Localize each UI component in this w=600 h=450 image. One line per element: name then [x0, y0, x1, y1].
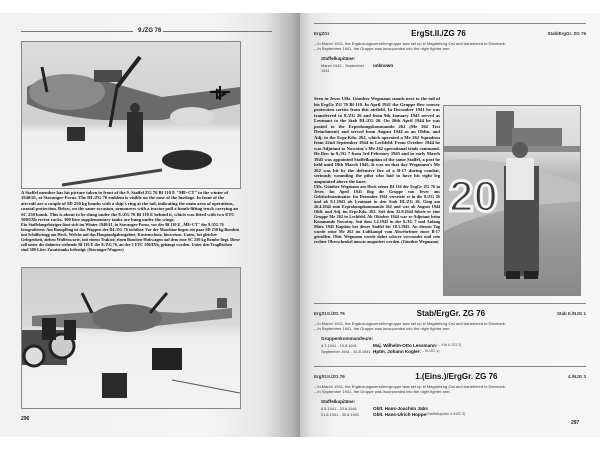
- commander-note: (→ III./ZG 1): [419, 349, 440, 354]
- bomb-object: [162, 150, 212, 170]
- propeller-blade: [82, 293, 92, 313]
- propeller-blade: [150, 293, 167, 313]
- section-1-eins-erggr-zg76: [314, 366, 586, 419]
- page-number-left: 296: [21, 416, 30, 422]
- commanders-subheading: Gruppenkommandeure:: [321, 335, 374, 341]
- commander-name: Hptm. Johann Kogler: [373, 349, 420, 355]
- page-header-title: 9./ZG 76: [138, 28, 162, 34]
- left-page: [0, 13, 300, 437]
- section-next-link: Stab II./NJG 1: [556, 310, 586, 316]
- cockpit-canopy: [94, 70, 122, 82]
- section-bullets: [314, 321, 586, 332]
- commanders-subheading: Staffelkapitäne:: [321, 398, 356, 404]
- bomb-truck: [152, 348, 182, 370]
- commander-row: [321, 63, 586, 74]
- aircraft-photo-illustration: [22, 42, 240, 188]
- section-rule: [314, 303, 586, 304]
- section-header: [314, 308, 586, 318]
- commander-note: (Staffelkapitän 4./NJG 3): [426, 412, 466, 417]
- photo-armourers-tractor: [21, 267, 241, 409]
- section-title: ErgSt.II./ZG 76: [411, 28, 466, 38]
- commander-row: [321, 349, 586, 356]
- section-prev-link: ErgZGr: [314, 30, 330, 36]
- hangar-building: [217, 298, 227, 308]
- section-stab-erggr-zg76: [314, 303, 586, 356]
- armourer-figure: [42, 318, 56, 340]
- section-bullets: [314, 41, 586, 52]
- commander-name: Oblt. Hans-Joachim Jabs: [373, 405, 428, 411]
- aircraft-fuselage: [92, 304, 162, 332]
- article-paragraph-english: Seen in Jever Uffz. Günther Wegmann stands next to the tail of his ErgGr ZG 76 Bf 110. In April 1941 the Gruppe flew convoy protection sorties from this airfield. In December 1941 he was transferred to 8./ZG 26 and from 9th January 1943 served as Leutnant to the Stab III./ZG 26. On 26th April 1944 he was posted to the Erprobungskommando 262 (Me 262 Test Detachment) and served from August 1944 as an Obltn. and Adj. in the Erpr.Kdo. 262, which operated a Me 262 Squadron from 22nd September 1944 in Lechfeld. From October 1944 he was Adjutant to Nowotny's Me 262 operational trials command. He flew in 9./JG 7 from 3rd February 1945 and in early March 1945 was appointed Staffelkapitän of the same Staffel, a post he held until 18th March 1945. It was on that day Wegmann's Me 262 was hit by the defensive fire of a B-17 during combat, seriously wounding the pilot who had to have his right leg amputated above the knee.: [314, 96, 440, 184]
- control-tower: [496, 111, 514, 146]
- section-bullets: [314, 384, 586, 395]
- armourers-photo-illustration: [22, 268, 240, 408]
- section-header: [314, 28, 586, 38]
- bullet-item: – In March 1941, the Ergänzungszerstörergruppe was set up in Magdeburg-Ost and transferred to Denmark.: [314, 321, 586, 326]
- pilot-head: [512, 142, 528, 158]
- article-text: [314, 96, 440, 244]
- ground-line: [172, 380, 240, 393]
- aircraft-number-marking: 20: [449, 172, 498, 221]
- equipment-crate: [102, 373, 127, 398]
- ground-line: [62, 170, 162, 185]
- landing-gear: [67, 127, 85, 141]
- commander-row: [321, 406, 586, 413]
- aircraft-nose: [29, 74, 105, 110]
- header-rule-left: [21, 31, 133, 32]
- section-prev-link: ErgSt.II./ZG 76: [314, 310, 345, 316]
- commander-row: [321, 343, 586, 350]
- pilot-boot: [506, 271, 520, 279]
- commander-dates: 6.5.1941 - 20.6.1941: [321, 405, 357, 411]
- bullet-item: – In September 1941, the Gruppe was incorporated into the night fighter arm.: [314, 326, 586, 331]
- open-book-spread: [0, 13, 600, 437]
- right-page: [300, 13, 600, 437]
- section-header: [314, 371, 586, 381]
- photo-pilot-wegmann: [443, 105, 581, 296]
- section-prev-link: ErgSt.II./ZG 76: [314, 373, 345, 379]
- section-rule: [314, 366, 586, 367]
- section-next-link: 4./NJG 3: [567, 373, 586, 379]
- pilot-life-vest: [506, 158, 534, 200]
- bullet-item: – In March 1941, the Ergänzungszerstörergruppe was set up in Magdeburg-Ost and transferred to Denmark.: [314, 384, 586, 389]
- bullet-item: – In September 1941, the Gruppe was incorporated into the night fighter arm.: [314, 389, 586, 394]
- photo-caption-german: Ein Staffelangehöriger lässt sich im Winter 1940/41, in Stavanger-Forus, vor der Bf 110 E „M8+CT" der 9./ZG 76 fotografieren. Am Rumpfbug ist das Wappen der III./ZG 76 sichtbar. Vor der Maschine liegen ein paar SD 250 kg Bomben mit Schiffsringg am Heck. Welche auf das Hauptaufgabengebiet, Küstenschutz, hinweisen. Unten, bei gleicher Gelegenheit, ziehen Waffenwarte, mit einem Traktor, einen Bomben-Hubwagen auf dem eine SC 250 kg Bombe liegt. Diese soll unter die dahinter stehende Bf 110 E der 8./ZG 76, an der 2 ETC 500/IXb, gehängt werden. Unter den Tragflächen sind 300-Liter Zusatztanks befestigt. (Stavanger/Wagner): [21, 222, 240, 252]
- commander-name: unknown: [373, 62, 394, 68]
- drop-tank: [170, 107, 214, 127]
- commander-dates: March 1941 - September 1941: [321, 62, 365, 74]
- crewman-head: [130, 103, 140, 113]
- photo-caption-english: A Staffel member has his picture taken in front of the 9. Staffel ZG 76 Bf 110 E "M8+CT" in the winter of 1940/41, at Stavanger-Forus. The III./ZG 76 emblem is visible on the nose of the fuselage. In front of the aircraft are a couple of SD 250 kg bombs with a ship's ring at the tail, indicating the main area of operations, coastal protection. Below, on the same occasion, armourers with a tractor pull a bomb-lifting truck carrying an SC 250 bomb. This is about to be slung under the 8./ZG 76 Bf 110 E behind it, which was fitted with two ETC 500/IXb rector racks. 300 litre supplementary tanks are hung under the wings.: [21, 190, 239, 223]
- photo-aircraft-winter: [21, 41, 241, 189]
- crewman-figure: [127, 112, 143, 152]
- commander-dates: September 1941 - 31.8.1941: [321, 349, 371, 355]
- commander-dates: 21.6.1941 - 30.6.1941: [321, 412, 360, 418]
- commander-row: [321, 412, 586, 419]
- commander-name: Oblt. Hans-Ulrich Hoppe: [373, 412, 427, 418]
- section-title: Stab/ErgGr. ZG 76: [416, 308, 486, 318]
- section-title: 1.(Eins.)/ErgGr. ZG 76: [415, 371, 498, 381]
- section-next-link: Stab/ErgGr. ZG 76: [547, 30, 586, 36]
- section-ergst-ii-zg76: [314, 23, 586, 74]
- commanders-subheading: Staffelkapitäne:: [321, 55, 356, 61]
- article-paragraph-german: Uffz. Günther Wegmann am Heck seiner Bf 110 der ErgGr ZG 76 in Jever. Im April 1941 flog die Gruppe von Jever aus Geleitschutzeinsätze. Im Dezember 1941 versetzte er in die 8./ZG 26 und ab 9.1.1943 als Leutnant in den Stab III./ZG 26. Ging am 26.4.1944 zum Erprobungskommando 262 und war ab August 1944 Oblt. und Adj. im Erpr.Kdo. 262. Seit dem 22.9.1944 führte er eine Gruppe Me 262 in Lechfeld. Ab Oktober 1944 war er Adjutant beim Kommando Nowotny. Seit dem 3.2.1945 in der 9./JG 7 und Anfang März 1945 Kapitän bei dieser Staffel bis 18.3.1945. An diesem Tag wurde seine Me 262 im Luftkampf vom Abwehrfeuer einer B-17 getroffen. Obit. Wegmann wurde dabei schwer verwundet und sein rechter Oberschenkel musste amputiert werden. (Günther Wegmann): [314, 184, 440, 245]
- commander-note: (→ Kdr II./ZG 2): [435, 342, 462, 347]
- bullet-item: – In March 1941, the Ergänzungszerstörergruppe was set up in Magdeburg-Ost and transferred to Denmark.: [314, 41, 586, 46]
- commander-name: Maj. Wilhelm-Otto Lessmann: [373, 342, 436, 348]
- horizon-line: [444, 146, 580, 152]
- section-rule: [314, 23, 586, 24]
- commander-dates: 4.7.1941 - 15.8.1941: [321, 342, 357, 348]
- page-number-right: 297: [571, 420, 580, 426]
- bullet-item: – In September 1941, the Gruppe was incorporated into the night fighter arm.: [314, 46, 586, 51]
- pilot-boot: [524, 271, 538, 279]
- header-rule-right: [163, 31, 272, 32]
- pilot-photo-illustration: [444, 106, 580, 295]
- armourer-figure: [64, 320, 76, 340]
- tractor-wheel: [24, 346, 44, 366]
